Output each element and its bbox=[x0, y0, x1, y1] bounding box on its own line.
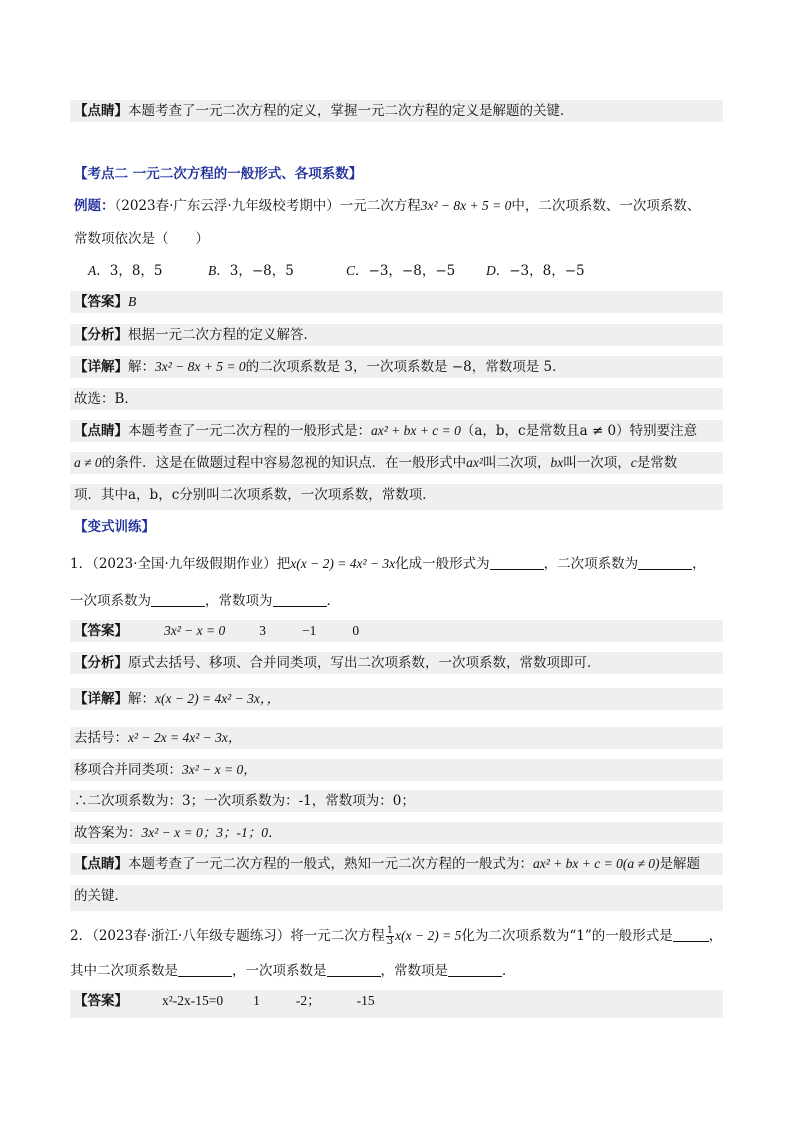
section-heading-text: 【考点二 一元二次方程的一般形式、各项系数】 bbox=[74, 166, 363, 182]
q1-blank-3[interactable] bbox=[151, 592, 205, 607]
q1-step3-row: ∴二次项系数为：3；一次项系数为：-1，常数项为：0； bbox=[70, 790, 723, 812]
q2-blank-2[interactable] bbox=[178, 962, 232, 977]
q2-line1: 2．（2023春·浙江·八年级专题练习）将一元二次方程 $\frac{1}{3}$ x(x − 2) = 5化为二次项系数为“1”的一般形式是 ， bbox=[70, 925, 723, 947]
example-line2: 常数项依次是（ ） bbox=[74, 231, 209, 247]
q1-step1-row: 去括号：x² − 2x = 4x² − 3x， bbox=[70, 727, 723, 749]
q1-review-row2: 的关键． bbox=[70, 885, 723, 911]
q2-answer-3: -2； bbox=[295, 993, 321, 1008]
q1-analysis-row: 【分析】原式去括号、移项、合并同类项，写出二次项系数，一次项系数，常数项即可． bbox=[70, 652, 723, 674]
example-detail-equation: 3x² − 8x + 5 = 0 bbox=[155, 359, 246, 374]
example-analysis: 根据一元二次方程的定义解答． bbox=[128, 327, 317, 343]
example-review-row1: 【点睛】本题考查了一元二次方程的一般形式是：ax² + bx + c = 0（a，b，c是常数且a ≠ 0）特别要注意 bbox=[70, 420, 723, 442]
q1-blank-4[interactable] bbox=[273, 592, 327, 607]
q1-equation: x(x − 2) = 4x² − 3x bbox=[290, 556, 396, 571]
section-heading bbox=[74, 163, 727, 185]
example-label: 例题： bbox=[74, 198, 115, 214]
option-c: C．−3，−8，−5 bbox=[346, 263, 456, 279]
q1-line2: 一次项系数为 ，常数项为 ． bbox=[70, 593, 340, 609]
q1-answer-2: 3 bbox=[259, 623, 267, 638]
example-options bbox=[88, 260, 741, 282]
example-question-line1 bbox=[74, 195, 727, 217]
example-equation: 3x² − 8x + 5 = 0 bbox=[420, 198, 512, 213]
q1-detail-row: 【详解】解：x(x − 2) = 4x² − 3x，， bbox=[70, 688, 723, 710]
option-b: B．3，−8，5 bbox=[208, 263, 294, 279]
review-tag: 【点睛】 bbox=[74, 103, 128, 119]
q2-answer-2: 1 bbox=[253, 993, 260, 1008]
q1-final-row: 故答案为：3x² − x = 0；3；-1；0． bbox=[70, 822, 723, 844]
q1-answer-1: 3x² − x = 0 bbox=[164, 623, 226, 638]
option-d: D．−3，8，−5 bbox=[486, 263, 585, 279]
example-detail-row: 【详解】解：3x² − 8x + 5 = 0的二次项系数是 3，一次项系数是 −8，常数项是 5． bbox=[70, 356, 723, 378]
example-question-line2 bbox=[74, 228, 727, 250]
example-review-row2: a ≠ 0的条件．这是在做题过程中容易忽视的知识点．在一般形式中ax²叫二次项，bx叫一次项，c是常数 bbox=[70, 452, 723, 474]
q2-blank-4[interactable] bbox=[448, 962, 502, 977]
example-source: （2023春·广东云浮·九年级校考期中）一元二次方程 bbox=[114, 198, 421, 214]
q2-line2: 其中二次项系数是 ，一次项系数是 ，常数项是 ． bbox=[70, 963, 516, 979]
q1-blank-1[interactable] bbox=[490, 555, 544, 570]
example-review-row3: 项．其中a，b，c分别叫二次项系数，一次项系数，常数项． bbox=[70, 484, 723, 510]
example-analysis-row: 【分析】根据一元二次方程的定义解答． bbox=[70, 324, 723, 346]
example-answer: B bbox=[128, 294, 137, 309]
q2-answer-row: 【答案】 x²-2x-15=0 1 -2； -15 bbox=[70, 990, 723, 1018]
q1-answer-3: −1 bbox=[302, 623, 317, 638]
q1-line1: 1．（2023·全国·九年级假期作业）把x(x − 2) = 4x² − 3x化成一般形式为 ，二次项系数为 ， bbox=[70, 556, 706, 572]
q2-blank-3[interactable] bbox=[327, 962, 381, 977]
example-text-after: 中，二次项系数、一次项系数、 bbox=[511, 198, 701, 214]
q2-answer-1: x²-2x-15=0 bbox=[162, 993, 224, 1008]
q1-answer-row: 【答案】 3x² − x = 0 3 −1 0 bbox=[70, 620, 723, 642]
q2-equation: x(x − 2) = 5 bbox=[395, 928, 462, 943]
practice-heading: 【变式训练】 bbox=[74, 519, 155, 535]
q1-answer-4: 0 bbox=[352, 623, 360, 638]
q2-answer-4: -15 bbox=[356, 993, 375, 1008]
option-a: A．3，8，5 bbox=[88, 263, 163, 279]
review-text: 本题考查了一元二次方程的定义，掌握一元二次方程的定义是解题的关键． bbox=[128, 103, 574, 119]
review-row bbox=[70, 100, 723, 122]
q1-blank-2[interactable] bbox=[638, 555, 692, 570]
example-choose-row bbox=[70, 388, 723, 410]
q2-fraction: $\frac{1}{3}$ bbox=[386, 925, 394, 947]
example-answer-row: 【答案】B bbox=[70, 291, 723, 313]
q2-blank-1[interactable] bbox=[673, 927, 709, 942]
example-choose: 故选：B． bbox=[74, 391, 138, 407]
q1-review-row1: 【点睛】本题考查了一元二次方程的一般式，熟知一元二次方程的一般式为：ax² + bx + c = 0(a ≠ 0)是解题 bbox=[70, 853, 723, 875]
q1-step2-row: 移项合并同类项：3x² − x = 0， bbox=[70, 759, 723, 781]
